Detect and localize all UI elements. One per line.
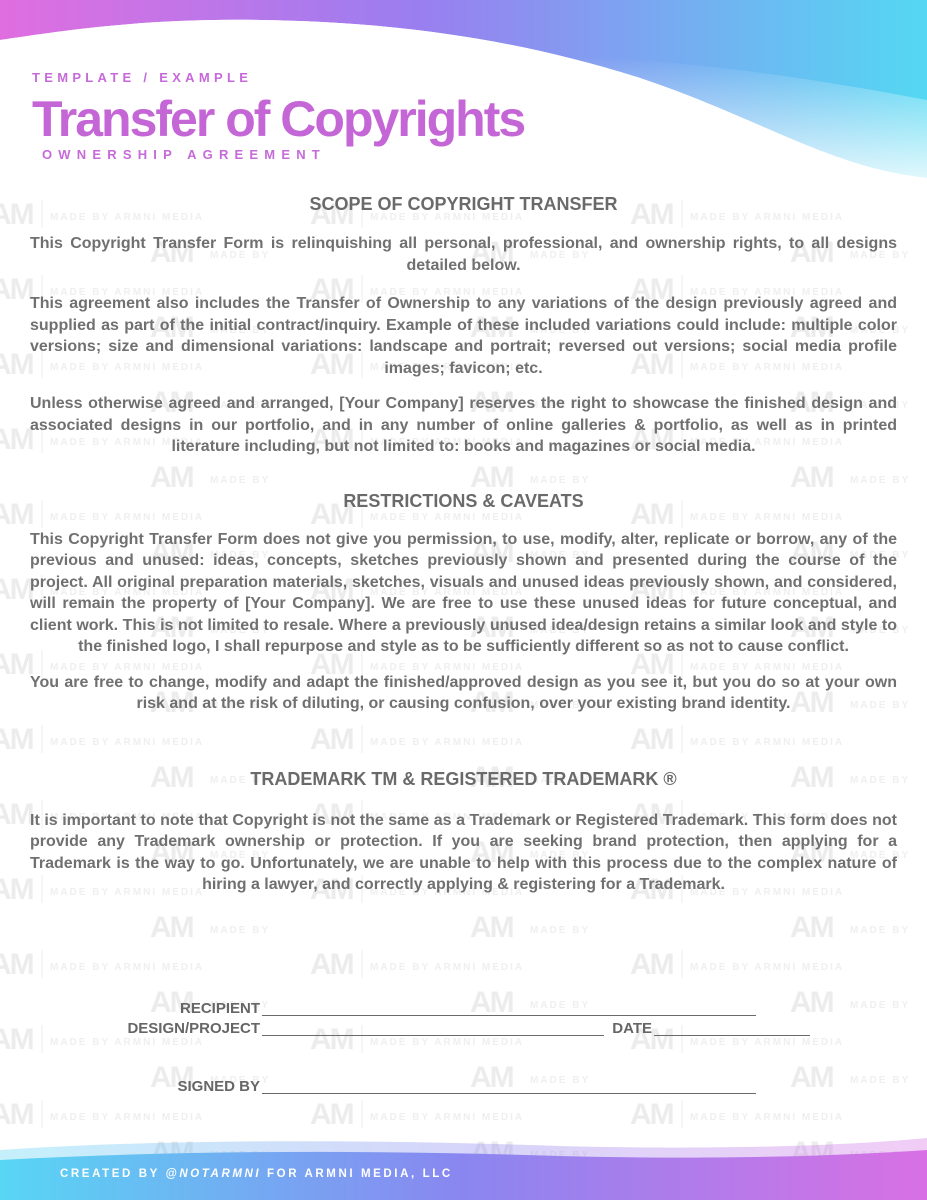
section-heading-trademark: TRADEMARK TM & REGISTERED TRADEMARK ® (250, 768, 677, 789)
date-field[interactable] (654, 1035, 810, 1036)
restrictions-paragraph-1: This Copyright Transfer Form does not give you permission, to use, modify, alter, replicate or borrow, any of the previous and unused: ideas, concepts, sketches previously shown and presented during the course of the project. All original preparation materials, sketches, visuals and unused ideas previously shown, and considered, will remain the property of [Your Company]. We are free to use these unused ideas for future conceptual, and client work. This is not limited to resale. Where a previously unused idea/design retains a similar look and style to the finished logo, I shall repurpose and style as to be sufficiently different so as not to cause conflict. (30, 530, 897, 655)
footer-suffix: FOR ARMNI MEDIA, LLC (261, 1168, 453, 1180)
section-heading-scope: SCOPE OF COPYRIGHT TRANSFER (309, 194, 618, 214)
trademark-paragraph-1: It is important to note that Copyright is not the same as a Trademark or Registered Trademark. This form does not provide any Trademark ownership or protection. If you are seeking brand protection, then applying for a Trademark is the way to go. Unfortunately, we are unable to help with this process due to the complex nature of hiring a lawyer, and correctly applying & registering for a Trademark. (30, 811, 897, 893)
footer-handle: @NOTARMNI (165, 1168, 262, 1180)
recipient-field[interactable] (262, 1015, 756, 1016)
date-label: DATE (612, 1020, 652, 1037)
design-project-label: DESIGN/PROJECT (127, 1020, 260, 1037)
template-eyebrow: TEMPLATE / EXAMPLE (32, 70, 253, 85)
document-title: Transfer of Copyrights (32, 91, 525, 147)
recipient-label: RECIPIENT (179, 1000, 260, 1017)
restrictions-paragraph-2: You are free to change, modify and adapt the finished/approved design as you see it, but you do so at your own risk and at the risk of diluting, or causing confusion, over your existing brand identity. (30, 673, 897, 712)
scope-paragraph-1: This Copyright Transfer Form is relinquishing all personal, professional, and ownership rights, to all designs detailed below. (30, 235, 897, 274)
agreement-body (30, 190, 897, 896)
scope-paragraph-3: Unless otherwise agreed and arranged, [Your Company] reserves the right to showcase the finished design and associated designs in our portfolio, and in any number of online galleries & portfolio, as well as in printed literature including, but not limited to: books and magazines or social media. (30, 395, 897, 455)
footer-credit (60, 1168, 453, 1180)
signed-by-field[interactable] (262, 1093, 756, 1094)
footer-prefix: CREATED BY (60, 1168, 166, 1180)
design-project-field[interactable] (262, 1035, 604, 1036)
scope-paragraph-2: This agreement also includes the Transfer of Ownership to any variations of the design previously agreed and supplied as part of the initial contract/inquiry. Example of these included variations could include: multiple color versions; size and dimensional variations: landscape and portrait; reversed out versions; social media profile images; favicon; etc. (30, 295, 897, 377)
document-subtitle: OWNERSHIP AGREEMENT (42, 147, 326, 162)
signed-by-label: SIGNED BY (177, 1078, 260, 1095)
section-heading-restrictions: RESTRICTIONS & CAVEATS (343, 490, 584, 511)
